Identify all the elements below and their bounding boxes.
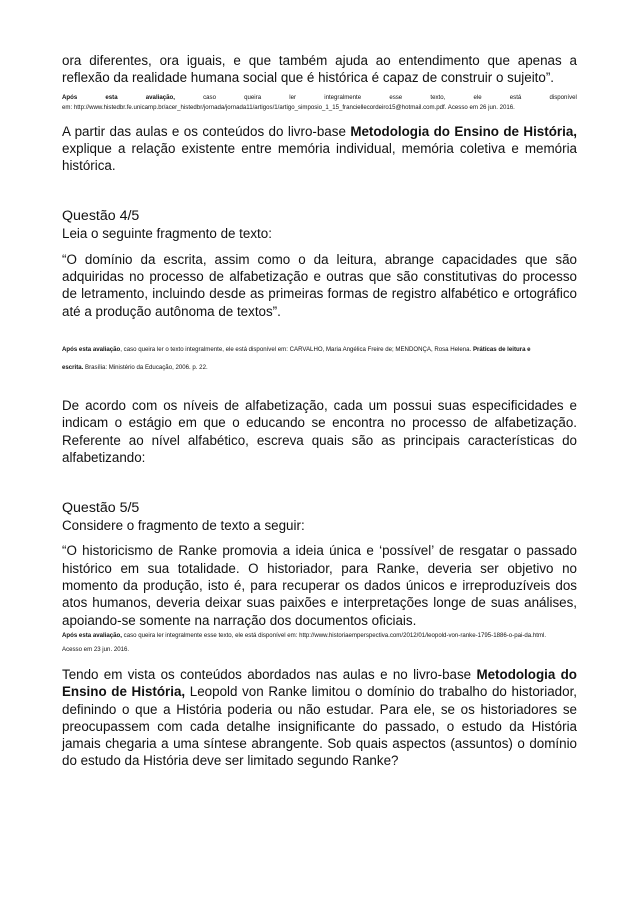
intro-quote: ora diferentes, ora iguais, e que também ajuda ao entendimento que apenas a reflexão da realidade humana social que é histórica é capaz de construir o sujeito”. — [62, 53, 577, 86]
note-word: esse — [389, 93, 403, 101]
source-note-4-line-1 — [62, 344, 577, 356]
note-text: caso queira ler integralmente esse texto, ele está disponível em: http://www.historiaemperspectiva.com/2012/01/leopold-von-ranke-1795-1886-o-pai-da.html. — [121, 631, 547, 639]
question-5-prompt — [62, 666, 577, 770]
note-word: caso — [203, 93, 216, 101]
book-title: Metodologia do Ensino de História, — [62, 666, 577, 700]
note-word: integralmente — [324, 93, 362, 101]
book-title: Metodologia do Ensino de História, — [350, 123, 577, 139]
prompt-text: Tendo em vista os conteúdos abordados nas aulas e no livro-base — [62, 666, 477, 682]
source-note-4 — [62, 344, 577, 374]
prompt-text: A partir das aulas e os conteúdos do livro-base — [62, 123, 351, 139]
source-note-1-line-2: em: http://www.histedbr.fe.unicamp.br/acer_histedbr/jornada/jornada11/artigos/1/artigo_simposio_1_15_franciellecordeiro15@hotmail.com.pdf. Acesso em 26 jun. 2016. — [62, 103, 515, 111]
note-word: esta — [105, 93, 118, 101]
question-4-prompt: De acordo com os níveis de alfabetização, cada um possui suas especificidades e indicam o estágio em que o educando se encontra no processo de alfabetização. Referente ao nível alfabético, escreva quais são as principais características do alfabetizando: — [62, 397, 577, 465]
note-bold: escrita. — [62, 363, 84, 371]
source-note-5-line-2: Acesso em 23 jun. 2016. — [62, 645, 130, 653]
document-page — [62, 52, 577, 770]
note-word: está — [509, 93, 522, 101]
source-note-5 — [62, 631, 577, 655]
note-word: ler — [289, 93, 297, 101]
note-word: texto, — [430, 93, 446, 101]
question-4-instruction: Leia o seguinte fragmento de texto: — [62, 226, 272, 242]
prompt-text: Leopold von Ranke limitou o domínio do trabalho do historiador, definindo o que a História poderia ou não estudar. Para ele, se os historiadores se preocupassem com cada detalhe insignificante do passado, o estudo da História jamais chegaria a uma síntese abrangente. Sob quais aspectos (assuntos) o domínio do estudo da História deve ser limitado segundo Ranke? — [62, 684, 578, 769]
note-bold: Após esta avaliação — [62, 345, 121, 353]
question-5-instruction: Considere o fragmento de texto a seguir: — [62, 518, 305, 534]
question-5-quote: “O historicismo de Ranke promovia a ideia única e ‘possível’ de resgatar o passado histórico em sua totalidade. O historiador, para Ranke, deveria ser objetivo no momento da produção, isto é, para recuperar os dados únicos e irreproduzíveis dos atos humanos, deveria deixar suas paixões e interpretações longe de suas análises, apoiando-se somente na narração dos documentos oficiais. — [62, 543, 577, 628]
note-text: Brasília: Ministério da Educação, 2006. p. 22. — [83, 363, 208, 371]
prompt-text: explique a relação existente entre memória individual, memória coletiva e memória histórica. — [62, 140, 577, 174]
note-word: avaliação, — [145, 93, 175, 101]
source-note-4-line-2 — [62, 362, 577, 374]
source-note-1 — [62, 93, 577, 113]
note-word: ele — [473, 93, 482, 101]
source-note-1-line-1 — [62, 93, 577, 103]
question-4-title: Questão 4/5 — [62, 208, 140, 225]
note-word: Após — [62, 93, 78, 101]
note-word: queira — [244, 93, 262, 101]
question-5-title: Questão 5/5 — [62, 500, 140, 517]
question-4-quote: “O domínio da escrita, assim como o da leitura, abrange capacidades que são adquiridas no processo de alfabetização e outras que são constitutivas do processo de letramento, incluindo desde as primeiras formas de registro alfabético e ortográfico até a produção autônoma de textos”. — [62, 251, 577, 319]
note-bold: Práticas de leitura e — [472, 345, 531, 353]
note-text: , caso queira ler o texto integralmente, ele está disponível em: CARVALHO, Maria Angélica Freire de; MENDONÇA, Rosa Helena. — [120, 345, 473, 353]
source-note-5-line-1 — [62, 631, 577, 641]
note-bold: Após esta avaliação, — [62, 631, 122, 639]
question-3-prompt — [62, 123, 577, 175]
note-word: disponível — [549, 93, 577, 101]
